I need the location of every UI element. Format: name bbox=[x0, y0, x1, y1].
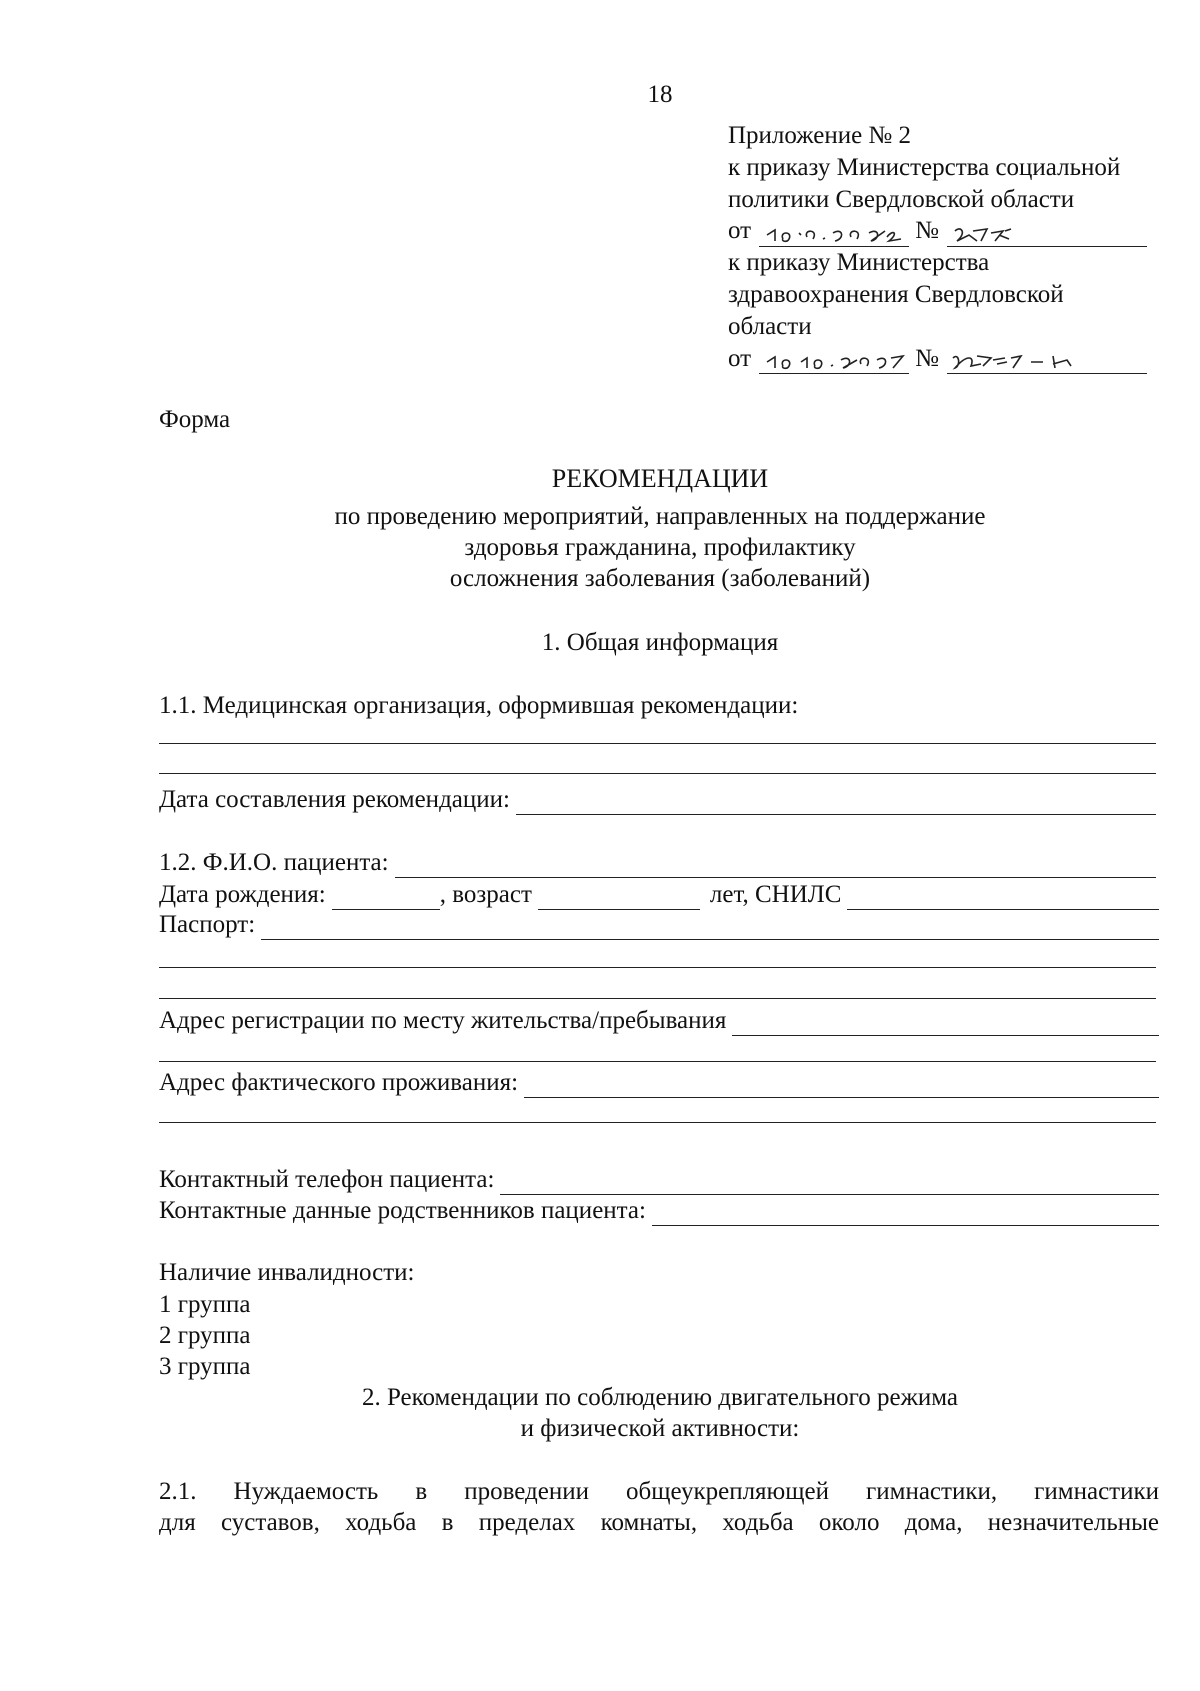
patient-name-field[interactable] bbox=[395, 855, 1156, 878]
item-1-1-label: 1.1. Медицинская организация, оформившая рекомендации: bbox=[159, 692, 799, 719]
actual-address-line-2[interactable] bbox=[159, 1122, 1156, 1123]
relatives-field[interactable] bbox=[652, 1203, 1159, 1226]
section-1-heading: 1. Общая информация bbox=[541, 629, 779, 656]
appendix-block bbox=[728, 120, 1147, 374]
handwritten-date-2 bbox=[759, 347, 909, 374]
handwritten-number-2 bbox=[947, 347, 1147, 374]
patient-name-row: 1.2. Ф.И.О. пациента: bbox=[159, 848, 1156, 878]
phone-field[interactable] bbox=[500, 1172, 1159, 1195]
appendix-line-4: к приказу Министерства bbox=[728, 249, 990, 277]
passport-line-3[interactable] bbox=[159, 998, 1156, 999]
section-2-heading-1: 2. Рекомендации по соблюдению двигательного режима bbox=[361, 1384, 959, 1411]
page-number: 18 bbox=[647, 81, 673, 108]
handwritten-date-1 bbox=[759, 220, 909, 247]
title-subtitle-2: здоровья гражданина, профилактику bbox=[464, 534, 856, 561]
appendix-date-line-2: от № bbox=[728, 343, 1147, 375]
appendix-date-line-1: от № bbox=[728, 215, 1147, 247]
appendix-line-6: области bbox=[728, 312, 812, 340]
disability-group-1: 1 группа bbox=[159, 1291, 251, 1318]
item-2-1-line-2: для суставов, ходьба в пределах комнаты, ходьба около дома, незначительные bbox=[159, 1509, 1159, 1536]
appendix-line-2: политики Свердловской области bbox=[728, 185, 1075, 213]
reg-address-row: Адрес регистрации по месту жительства/пребывания bbox=[159, 1006, 1159, 1036]
reg-address-field[interactable] bbox=[732, 1013, 1159, 1036]
date-compiled-row: Дата составления рекомендации: bbox=[159, 785, 1156, 815]
birth-date-field[interactable] bbox=[332, 887, 440, 910]
reg-address-line-2[interactable] bbox=[159, 1061, 1156, 1062]
snils-field[interactable] bbox=[847, 887, 1159, 910]
passport-row: Паспорт: bbox=[159, 910, 1159, 940]
item-2-1-line-1: 2.1. Нуждаемость в проведении общеукрепляющей гимнастики, гимнастики bbox=[159, 1478, 1159, 1505]
birth-age-snils-row: Дата рождения: , возраст лет, СНИЛС bbox=[159, 880, 1159, 910]
appendix-line-5: здравоохранения Свердловской bbox=[728, 280, 1064, 308]
handwritten-number-1 bbox=[947, 220, 1147, 247]
age-field[interactable] bbox=[538, 887, 700, 910]
actual-address-field[interactable] bbox=[524, 1075, 1159, 1098]
title-subtitle-3: осложнения заболевания (заболеваний) bbox=[449, 565, 871, 592]
relatives-row: Контактные данные родственников пациента: bbox=[159, 1196, 1159, 1226]
date-compiled-field[interactable] bbox=[516, 792, 1156, 815]
disability-group-3: 3 группа bbox=[159, 1353, 251, 1380]
medical-org-line-2[interactable] bbox=[159, 773, 1156, 774]
disability-label: Наличие инвалидности: bbox=[159, 1259, 415, 1286]
medical-org-line-1[interactable] bbox=[159, 743, 1156, 744]
title-subtitle-1: по проведению мероприятий, направленных на поддержание bbox=[334, 503, 986, 530]
appendix-line-1: к приказу Министерства социальной bbox=[728, 153, 1121, 181]
appendix-title: Приложение № 2 bbox=[728, 122, 912, 149]
phone-row: Контактный телефон пациента: bbox=[159, 1165, 1159, 1195]
form-label: Форма bbox=[159, 406, 231, 433]
section-2-heading-2: и физической активности: bbox=[520, 1415, 800, 1442]
passport-line-2[interactable] bbox=[159, 967, 1156, 968]
passport-field[interactable] bbox=[261, 917, 1159, 940]
document-title: РЕКОМЕНДАЦИИ bbox=[551, 464, 769, 493]
actual-address-row: Адрес фактического проживания: bbox=[159, 1068, 1159, 1098]
disability-group-2: 2 группа bbox=[159, 1322, 251, 1349]
